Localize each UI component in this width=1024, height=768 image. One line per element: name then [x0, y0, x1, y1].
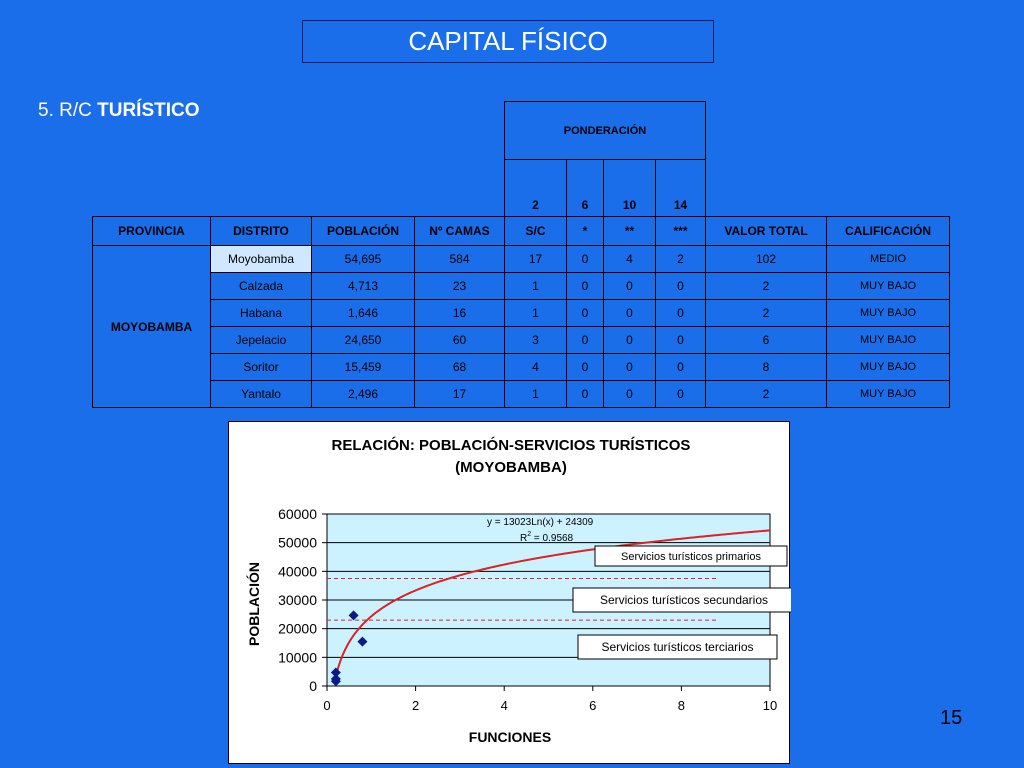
col-header: POBLACIÓN	[312, 217, 415, 246]
x-tick-label: 8	[677, 698, 686, 713]
calif-cell: MEDIO	[827, 246, 950, 273]
weight-cell: 14	[656, 160, 706, 217]
section-prefix: 5. R/C	[38, 100, 98, 121]
callout-label: Servicios turísticos terciarios	[601, 640, 754, 654]
poblacion-cell: 15,459	[312, 354, 415, 381]
y-tick-label: 60000	[278, 506, 317, 522]
c2-cell: 0	[604, 300, 656, 327]
callout-label: Servicios turísticos secundarios	[599, 593, 769, 607]
sc-cell: 1	[505, 381, 567, 408]
x-tick-label: 0	[323, 698, 331, 713]
calif-cell: MUY BAJO	[827, 381, 950, 408]
chart-panel	[228, 421, 790, 764]
c3-cell: 0	[656, 381, 706, 408]
c2-cell: 0	[604, 327, 656, 354]
ponderacion-header: PONDERACIÓN	[505, 102, 706, 160]
calif-cell: MUY BAJO	[827, 327, 950, 354]
c2-cell: 0	[604, 381, 656, 408]
sc-cell: 1	[505, 300, 567, 327]
province-cell: MOYOBAMBA	[93, 246, 211, 408]
col-header: VALOR TOTAL	[706, 217, 827, 246]
section-bold: TURÍSTICO	[97, 100, 200, 121]
sc-cell: 17	[505, 246, 567, 273]
distrito-cell: Jepelacio	[211, 327, 312, 354]
camas-cell: 584	[415, 246, 505, 273]
poblacion-cell: 1,646	[312, 300, 415, 327]
col-header: *	[567, 217, 604, 246]
y-tick-label: 10000	[278, 649, 317, 666]
col-header: PROVINCIA	[93, 217, 211, 246]
col-header: S/C	[505, 217, 567, 246]
distrito-cell: Calzada	[211, 273, 312, 300]
c1-cell: 0	[567, 381, 604, 408]
callout-label: Servicios turísticos primarios	[621, 551, 761, 563]
table-row	[93, 381, 950, 408]
c3-cell: 0	[656, 327, 706, 354]
weight-cell: 6	[567, 160, 604, 217]
distrito-cell: Soritor	[211, 354, 312, 381]
total-cell: 102	[706, 246, 827, 273]
data-table-wrap	[92, 101, 950, 408]
poblacion-cell: 2,496	[312, 381, 415, 408]
camas-cell: 23	[415, 273, 505, 300]
slide-title	[302, 20, 714, 63]
slide-title-text: CAPITAL FÍSICO	[408, 26, 608, 56]
c1-cell: 0	[567, 273, 604, 300]
page-number: 15	[940, 707, 963, 729]
x-tick-label: 4	[500, 698, 508, 713]
c1-cell: 0	[567, 246, 604, 273]
weight-cell: 2	[505, 160, 567, 217]
y-tick-label: 0	[309, 678, 317, 694]
camas-cell: 68	[415, 354, 505, 381]
c1-cell: 0	[567, 354, 604, 381]
trend-r2: $R^2 = 0.9568$	[520, 531, 574, 544]
y-tick-label: 30000	[278, 592, 317, 608]
c2-cell: 4	[604, 246, 656, 273]
c2-cell: 0	[604, 354, 656, 381]
sc-cell: 3	[505, 327, 567, 354]
distrito-cell: Habana	[211, 300, 312, 327]
total-cell: 8	[706, 354, 827, 381]
header-row	[93, 217, 950, 246]
sc-cell: 1	[505, 273, 567, 300]
trend-equation: y = 13023Ln(x) + 24309	[487, 517, 594, 528]
x-tick-label: 2	[411, 698, 420, 713]
col-header: Nº CAMAS	[415, 217, 505, 246]
y-tick-label: 50000	[278, 534, 317, 551]
x-tick-label: 6	[589, 698, 597, 713]
y-tick-label: 40000	[278, 563, 317, 580]
distrito-cell: Moyobamba	[211, 246, 312, 273]
col-header: ***	[656, 217, 706, 246]
trend-r2-value: = 0.9568	[531, 533, 574, 544]
poblacion-cell: 54,695	[312, 246, 415, 273]
col-header: DISTRITO	[211, 217, 312, 246]
camas-cell: 17	[415, 381, 505, 408]
c3-cell: 0	[656, 300, 706, 327]
c2-cell: 0	[604, 273, 656, 300]
data-table	[92, 101, 950, 408]
total-cell: 2	[706, 273, 827, 300]
table-row	[93, 354, 950, 381]
total-cell: 2	[706, 300, 827, 327]
table-row	[93, 327, 950, 354]
y-axis-label: POBLACIÓN	[246, 562, 262, 646]
total-cell: 6	[706, 327, 827, 354]
c1-cell: 0	[567, 327, 604, 354]
calif-cell: MUY BAJO	[827, 354, 950, 381]
table-row	[93, 300, 950, 327]
c1-cell: 0	[567, 300, 604, 327]
distrito-cell: Yantalo	[211, 381, 312, 408]
weight-cell: 10	[604, 160, 656, 217]
chart-title-line2: (MOYOBAMBA)	[455, 459, 567, 476]
camas-cell: 16	[415, 300, 505, 327]
chart-svg	[229, 422, 791, 765]
sc-cell: 4	[505, 354, 567, 381]
calif-cell: MUY BAJO	[827, 300, 950, 327]
col-header: CALIFICACIÓN	[827, 217, 950, 246]
camas-cell: 60	[415, 327, 505, 354]
table-row	[93, 273, 950, 300]
poblacion-cell: 4,713	[312, 273, 415, 300]
c3-cell: 2	[656, 246, 706, 273]
c3-cell: 0	[656, 273, 706, 300]
chart-title-line1: RELACIÓN: POBLACIÓN-SERVICIOS TURÍSTICOS	[331, 437, 691, 454]
poblacion-cell: 24,650	[312, 327, 415, 354]
table-row	[93, 246, 950, 273]
calif-cell: MUY BAJO	[827, 273, 950, 300]
trend-r2-sup: 2	[527, 531, 532, 538]
y-tick-label: 20000	[278, 620, 317, 637]
total-cell: 2	[706, 381, 827, 408]
x-tick-label: 10	[762, 698, 778, 713]
c3-cell: 0	[656, 354, 706, 381]
x-axis-label: FUNCIONES	[468, 729, 552, 745]
col-header: **	[604, 217, 656, 246]
